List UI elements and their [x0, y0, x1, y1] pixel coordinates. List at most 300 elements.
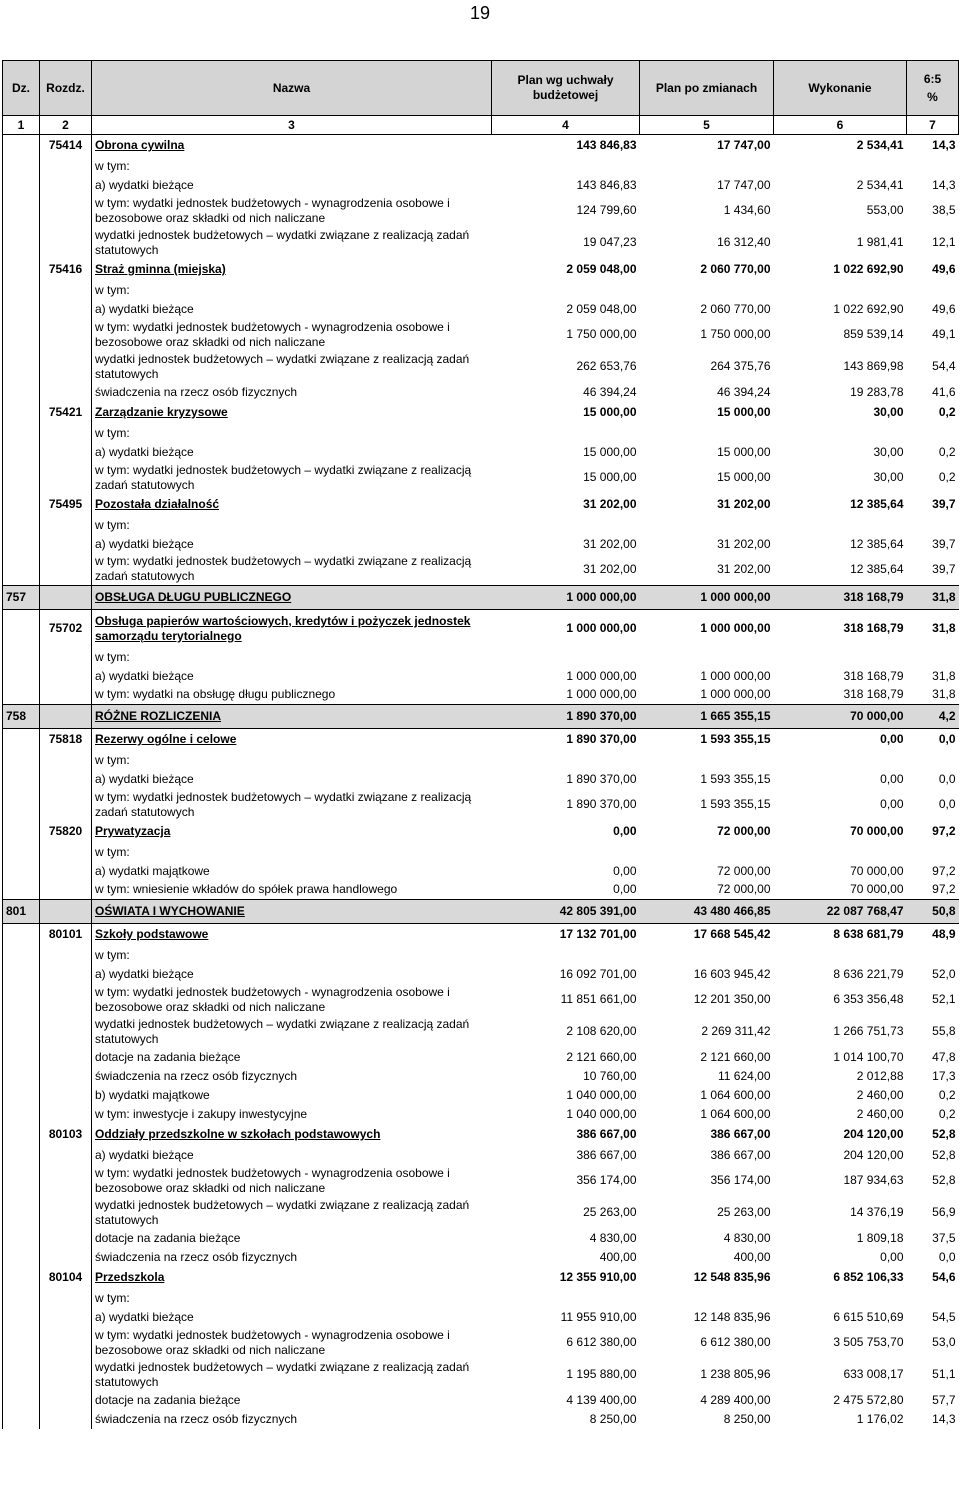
- percent-value: 54,4: [932, 359, 956, 373]
- row-name: wydatki jednostek budżetowych – wydatki związane z realizacją zadań statutowych: [95, 1197, 470, 1227]
- section-code: [3, 862, 40, 881]
- percent-value: [907, 843, 959, 862]
- execution-value: 3 505 753,70: [833, 1335, 904, 1349]
- item-row: [3, 1359, 959, 1391]
- plan-after-changes-value: 31 202,00: [717, 497, 771, 511]
- section-code: [3, 1327, 40, 1359]
- plan-value: 4 830,00: [589, 1230, 637, 1245]
- row-name: a) wydatki bieżące: [95, 771, 194, 786]
- chapter-code: 75818: [40, 729, 92, 751]
- plan-value: 15 000,00: [583, 444, 637, 459]
- chapter-code: 75414: [40, 135, 92, 157]
- item-row: [3, 176, 959, 195]
- plan-value: 11 851 661,00: [560, 992, 637, 1006]
- execution-value: 1 981,41: [856, 235, 904, 249]
- percent-value: 51,1: [932, 1367, 956, 1381]
- execution-value: 6 353 356,48: [833, 992, 904, 1006]
- item-row: [3, 443, 959, 462]
- percent-value: 12,1: [932, 235, 956, 249]
- plan-after-changes-value: [640, 424, 774, 443]
- plan-after-changes-value: 25 263,00: [717, 1205, 771, 1219]
- item-row: [3, 319, 959, 351]
- item-row: [3, 1105, 959, 1124]
- plan-value: 15 000,00: [583, 405, 637, 419]
- chapter-code: [40, 1105, 92, 1124]
- percent-value: 54,5: [932, 1309, 956, 1324]
- section-code: [3, 1165, 40, 1197]
- section-row: [3, 586, 959, 610]
- row-name: dotacje na zadania bieżące: [95, 1049, 241, 1064]
- plan-after-changes-value: 17 747,00: [717, 138, 771, 153]
- percent-value: 39,7: [932, 561, 956, 576]
- plan-after-changes-value: 1 064 600,00: [700, 1087, 771, 1102]
- percent-value: [907, 751, 959, 770]
- execution-value: [774, 281, 907, 300]
- plan-value: 386 667,00: [576, 1127, 637, 1141]
- row-name: a) wydatki bieżące: [95, 966, 194, 981]
- section-code: [3, 821, 40, 843]
- plan-value: 46 394,24: [583, 384, 637, 399]
- chapter-code: [40, 1067, 92, 1086]
- plan-value: 11 955 910,00: [560, 1309, 637, 1324]
- plan-value: 1 040 000,00: [566, 1106, 637, 1121]
- execution-value: 2 012,88: [856, 1068, 904, 1083]
- chapter-code: [40, 1048, 92, 1067]
- chapter-code: [40, 281, 92, 300]
- row-name: a) wydatki bieżące: [95, 536, 194, 551]
- plan-after-changes-value: 31 202,00: [717, 561, 771, 576]
- item-row: [3, 1146, 959, 1165]
- plan-after-changes-value: [640, 648, 774, 667]
- plan-after-changes-value: [640, 281, 774, 300]
- execution-value: 30,00: [873, 405, 904, 419]
- row-name: Rezerwy ogólne i celowe: [95, 732, 237, 747]
- row-name: a) wydatki bieżące: [95, 177, 194, 192]
- percent-value: 39,7: [932, 536, 956, 551]
- percent-value: 52,8: [932, 1147, 956, 1162]
- row-name: w tym: wydatki jednostek budżetowych - wynagrodzenia osobowe i bezosobowe oraz składki od nich naliczane: [95, 1165, 450, 1195]
- header-ratio: 6:5: [923, 72, 942, 86]
- plan-value: 1 890 370,00: [566, 732, 637, 747]
- section-code: [3, 259, 40, 281]
- plan-after-changes-value: 1 593 355,15: [700, 732, 771, 747]
- section-code: [3, 402, 40, 424]
- plan-after-changes-value: 31 202,00: [717, 536, 771, 551]
- execution-value: [774, 946, 907, 965]
- section-code: 758: [3, 705, 40, 729]
- execution-value: 6 852 106,33: [833, 1270, 904, 1284]
- section-code: [3, 1391, 40, 1410]
- row-name: w tym: wydatki jednostek budżetowych – wydatki związane z realizacją zadań statutowych: [95, 554, 472, 584]
- section-code: [3, 516, 40, 535]
- subsection-row: [3, 821, 959, 843]
- section-code: [3, 494, 40, 516]
- section-code: [3, 729, 40, 751]
- execution-value: 1 022 692,90: [833, 262, 904, 276]
- plan-after-changes-value: 15 000,00: [717, 444, 771, 459]
- chapter-code: [40, 984, 92, 1016]
- percent-value: 14,3: [932, 138, 956, 153]
- plan-value: 143 846,83: [576, 138, 637, 153]
- percent-value: 53,0: [932, 1335, 956, 1349]
- section-code: [3, 383, 40, 402]
- item-row: [3, 195, 959, 227]
- plan-after-changes-value: 11 624,00: [718, 1068, 771, 1083]
- execution-value: 318 168,79: [843, 668, 904, 683]
- percent-value: 52,8: [932, 1127, 956, 1141]
- chapter-code: [40, 881, 92, 900]
- chapter-code: [40, 648, 92, 667]
- execution-value: 12 385,64: [850, 561, 904, 576]
- plan-value: 1 750 000,00: [566, 327, 637, 341]
- chapter-code: [40, 946, 92, 965]
- section-code: [3, 1048, 40, 1067]
- chapter-code: [40, 667, 92, 686]
- execution-value: 12 385,64: [850, 497, 904, 511]
- column-numbers-row: [3, 116, 959, 135]
- page-number: 19: [469, 3, 491, 23]
- plan-value: [492, 157, 640, 176]
- row-name: wydatki jednostek budżetowych – wydatki związane z realizacją zadań statutowych: [95, 351, 470, 381]
- chapter-code: [40, 1327, 92, 1359]
- execution-value: 8 636 221,79: [833, 966, 904, 981]
- chapter-code: 75416: [40, 259, 92, 281]
- item-row: [3, 881, 959, 900]
- chapter-code: 80101: [40, 924, 92, 946]
- section-code: [3, 751, 40, 770]
- plan-value: 19 047,23: [583, 235, 637, 249]
- plan-value: 400,00: [599, 1249, 637, 1264]
- item-row: [3, 462, 959, 494]
- plan-value: 1 890 370,00: [566, 797, 637, 811]
- column-number: 3: [92, 116, 492, 135]
- plan-value: [492, 424, 640, 443]
- chapter-code: [40, 157, 92, 176]
- header-wykonanie: Wykonanie: [774, 61, 907, 116]
- plan-value: 31 202,00: [583, 497, 637, 511]
- plan-after-changes-value: 16 603 945,42: [693, 966, 771, 981]
- percent-value: 52,8: [932, 1173, 956, 1187]
- plan-value: 0,00: [613, 824, 637, 838]
- execution-value: 633 008,17: [843, 1367, 904, 1381]
- section-code: [3, 281, 40, 300]
- header-plan-wg-uchwaly: Plan wg uchwały budżetowej: [492, 61, 640, 116]
- percent-value: 97,2: [932, 882, 956, 897]
- percent-value: 54,6: [932, 1270, 956, 1284]
- item-row: [3, 1248, 959, 1267]
- execution-value: 318 168,79: [843, 687, 904, 702]
- row-name: a) wydatki bieżące: [95, 668, 194, 683]
- chapter-code: [40, 770, 92, 789]
- row-name: dotacje na zadania bieżące: [95, 1392, 241, 1407]
- percent-value: 57,7: [932, 1392, 956, 1407]
- execution-value: 859 539,14: [843, 327, 904, 341]
- item-row: [3, 1308, 959, 1327]
- row-name: w tym: wydatki jednostek budżetowych - wynagrodzenia osobowe i bezosobowe oraz składki od nich naliczane: [95, 195, 450, 225]
- section-code: [3, 1086, 40, 1105]
- row-name: świadczenia na rzecz osób fizycznych: [95, 1249, 298, 1264]
- chapter-code: [40, 1289, 92, 1308]
- execution-value: 1 176,02: [856, 1411, 904, 1426]
- section-code: [3, 351, 40, 383]
- plan-after-changes-value: [640, 1289, 774, 1308]
- section-code: [3, 965, 40, 984]
- plan-after-changes-value: 1 434,60: [723, 203, 771, 217]
- row-name: w tym: inwestycje i zakupy inwestycyjne: [95, 1106, 308, 1121]
- chapter-code: [40, 554, 92, 586]
- plan-value: 1 890 370,00: [492, 705, 640, 729]
- plan-after-changes-value: 1 000 000,00: [700, 621, 771, 636]
- section-code: [3, 1410, 40, 1429]
- section-code: [3, 610, 40, 648]
- percent-value: 52,1: [932, 992, 956, 1006]
- section-code: [3, 1267, 40, 1289]
- item-row: [3, 281, 959, 300]
- plan-after-changes-value: 72 000,00: [717, 882, 771, 897]
- execution-value: 1 022 692,90: [833, 301, 904, 316]
- percent-value: [907, 281, 959, 300]
- percent-value: [907, 424, 959, 443]
- chapter-code: [40, 424, 92, 443]
- plan-after-changes-value: [640, 157, 774, 176]
- section-code: [3, 300, 40, 319]
- plan-after-changes-value: 1 593 355,15: [700, 797, 771, 811]
- item-row: [3, 1016, 959, 1048]
- row-name: świadczenia na rzecz osób fizycznych: [95, 384, 298, 399]
- section-code: [3, 843, 40, 862]
- section-code: [3, 984, 40, 1016]
- chapter-code: [40, 351, 92, 383]
- plan-value: 15 000,00: [583, 470, 637, 484]
- chapter-code: 75702: [40, 610, 92, 648]
- item-row: [3, 1229, 959, 1248]
- section-code: [3, 135, 40, 157]
- percent-value: 55,8: [932, 1024, 956, 1038]
- header-nazwa: Nazwa: [92, 61, 492, 116]
- section-code: [3, 1308, 40, 1327]
- chapter-code: [40, 862, 92, 881]
- plan-value: 10 760,00: [583, 1068, 637, 1083]
- row-name: wydatki jednostek budżetowych – wydatki związane z realizacją zadań statutowych: [95, 1359, 470, 1389]
- subsection-row: [3, 1267, 959, 1289]
- row-name: Straż gminna (miejska): [95, 262, 226, 276]
- section-code: [3, 176, 40, 195]
- plan-value: 12 355 910,00: [559, 1270, 637, 1284]
- chapter-code: [40, 383, 92, 402]
- plan-after-changes-value: 1 665 355,15: [640, 705, 774, 729]
- section-code: [3, 1146, 40, 1165]
- column-number: 2: [40, 116, 92, 135]
- plan-after-changes-value: 15 000,00: [717, 470, 771, 484]
- item-row: [3, 770, 959, 789]
- execution-value: 0,00: [880, 771, 904, 786]
- plan-value: 124 799,60: [576, 203, 637, 217]
- row-name: a) wydatki bieżące: [95, 1309, 194, 1324]
- item-row: [3, 1327, 959, 1359]
- subsection-row: [3, 729, 959, 751]
- row-name: wydatki jednostek budżetowych – wydatki związane z realizacją zadań statutowych: [95, 1016, 470, 1046]
- percent-value: 4,2: [907, 705, 959, 729]
- subsection-row: [3, 924, 959, 946]
- row-name: a) wydatki bieżące: [95, 301, 194, 316]
- percent-value: 49,6: [932, 262, 956, 276]
- execution-value: [774, 648, 907, 667]
- plan-value: 1 000 000,00: [566, 668, 637, 683]
- plan-after-changes-value: 1 000 000,00: [700, 687, 771, 702]
- item-row: [3, 1086, 959, 1105]
- percent-value: 97,2: [932, 824, 956, 838]
- execution-value: 204 120,00: [843, 1127, 904, 1141]
- execution-value: 30,00: [873, 470, 904, 484]
- plan-after-changes-value: 356 174,00: [710, 1173, 771, 1187]
- execution-value: 2 534,41: [856, 138, 904, 153]
- percent-value: 31,8: [932, 668, 956, 683]
- plan-after-changes-value: 264 375,76: [710, 359, 771, 373]
- row-name: OŚWIATA I WYCHOWANIE: [92, 900, 492, 924]
- execution-value: 1 014 100,70: [833, 1049, 904, 1064]
- chapter-code: [40, 1359, 92, 1391]
- row-name: OBSŁUGA DŁUGU PUBLICZNEGO: [92, 586, 492, 610]
- execution-value: 2 460,00: [856, 1106, 904, 1121]
- row-name: w tym:: [95, 158, 130, 173]
- row-name: w tym: wydatki jednostek budżetowych - wynagrodzenia osobowe i bezosobowe oraz składki od nich naliczane: [95, 319, 450, 349]
- execution-value: 0,00: [880, 797, 904, 811]
- row-name: a) wydatki bieżące: [95, 1147, 194, 1162]
- plan-value: 42 805 391,00: [492, 900, 640, 924]
- item-row: [3, 1165, 959, 1197]
- chapter-code: [40, 1197, 92, 1229]
- section-code: [3, 157, 40, 176]
- plan-after-changes-value: 1 750 000,00: [700, 327, 771, 341]
- chapter-code: [40, 1391, 92, 1410]
- plan-value: 0,00: [613, 882, 637, 897]
- row-name: w tym:: [95, 1290, 130, 1305]
- percent-value: [907, 648, 959, 667]
- execution-value: [774, 424, 907, 443]
- chapter-code: 75820: [40, 821, 92, 843]
- item-row: [3, 946, 959, 965]
- row-name: w tym:: [95, 752, 130, 767]
- row-name: b) wydatki majątkowe: [95, 1087, 210, 1102]
- plan-value: 16 092 701,00: [559, 966, 637, 981]
- execution-value: 143 869,98: [843, 359, 904, 373]
- plan-value: 4 139 400,00: [566, 1392, 637, 1407]
- chapter-code: [40, 462, 92, 494]
- chapter-code: [40, 176, 92, 195]
- item-row: [3, 300, 959, 319]
- plan-value: 8 250,00: [589, 1411, 637, 1426]
- section-code: [3, 789, 40, 821]
- row-name: Obsługa papierów wartościowych, kredytów i pożyczek jednostek samorządu terytorialnego: [95, 613, 471, 643]
- execution-value: [774, 751, 907, 770]
- plan-after-changes-value: 400,00: [733, 1249, 771, 1264]
- section-code: [3, 924, 40, 946]
- item-row: [3, 351, 959, 383]
- plan-after-changes-value: 15 000,00: [717, 405, 771, 419]
- execution-value: 70 000,00: [850, 863, 904, 878]
- section-code: [3, 443, 40, 462]
- plan-value: [492, 516, 640, 535]
- item-row: [3, 1048, 959, 1067]
- item-row: [3, 965, 959, 984]
- section-code: [3, 1197, 40, 1229]
- subsection-row: [3, 135, 959, 157]
- plan-value: 1 000 000,00: [566, 687, 637, 702]
- percent-value: 0,0: [938, 1249, 956, 1264]
- item-row: [3, 157, 959, 176]
- plan-value: 25 263,00: [583, 1205, 637, 1219]
- execution-value: 2 460,00: [856, 1087, 904, 1102]
- percent-value: 38,5: [932, 203, 956, 217]
- column-number: 5: [640, 116, 774, 135]
- percent-value: 0,2: [938, 470, 956, 484]
- plan-after-changes-value: 1 238 805,96: [700, 1367, 771, 1381]
- column-number: 4: [492, 116, 640, 135]
- chapter-code: [40, 1308, 92, 1327]
- section-code: [3, 1289, 40, 1308]
- plan-value: 17 132 701,00: [559, 927, 637, 942]
- section-code: [3, 881, 40, 900]
- section-code: [3, 319, 40, 351]
- section-code: 757: [3, 586, 40, 610]
- item-row: [3, 1289, 959, 1308]
- section-code: [3, 1067, 40, 1086]
- percent-value: 31,8: [932, 687, 956, 702]
- chapter-code: [40, 1229, 92, 1248]
- section-code: [3, 195, 40, 227]
- row-name: w tym:: [95, 282, 130, 297]
- header-rozdz: Rozdz.: [40, 61, 92, 116]
- row-name: świadczenia na rzecz osób fizycznych: [95, 1411, 298, 1426]
- percent-value: 37,5: [932, 1230, 956, 1245]
- header-row: [3, 61, 959, 116]
- chapter-code: [40, 789, 92, 821]
- percent-value: 0,2: [938, 1087, 956, 1102]
- plan-after-changes-value: 1 000 000,00: [700, 668, 771, 683]
- item-row: [3, 516, 959, 535]
- row-name: Obrona cywilna: [95, 138, 185, 153]
- chapter-code: [40, 443, 92, 462]
- section-code: [3, 1016, 40, 1048]
- plan-after-changes-value: 1 000 000,00: [640, 586, 774, 610]
- subsection-row: [3, 402, 959, 424]
- chapter-code: [40, 1410, 92, 1429]
- item-row: [3, 686, 959, 705]
- row-name: Przedszkola: [95, 1270, 165, 1284]
- plan-value: 2 108 620,00: [566, 1024, 637, 1038]
- section-code: [3, 424, 40, 443]
- plan-value: 1 000 000,00: [566, 621, 637, 636]
- plan-value: 2 121 660,00: [566, 1049, 637, 1064]
- percent-value: 39,7: [932, 497, 956, 511]
- row-name: w tym: wniesienie wkładów do spółek prawa handlowego: [95, 882, 398, 897]
- plan-after-changes-value: 12 148 835,96: [693, 1309, 771, 1324]
- plan-after-changes-value: 4 289 400,00: [700, 1392, 771, 1407]
- execution-value: [774, 157, 907, 176]
- execution-value: 187 934,63: [843, 1173, 904, 1187]
- execution-value: 6 615 510,69: [833, 1309, 904, 1324]
- plan-value: 2 059 048,00: [566, 262, 637, 276]
- percent-value: [907, 157, 959, 176]
- item-row: [3, 424, 959, 443]
- plan-value: 356 174,00: [576, 1173, 637, 1187]
- row-name: RÓŻNE ROZLICZENIA: [92, 705, 492, 729]
- plan-value: 386 667,00: [576, 1147, 637, 1162]
- chapter-code: [40, 1016, 92, 1048]
- percent-value: [907, 946, 959, 965]
- row-name: a) wydatki bieżące: [95, 444, 194, 459]
- execution-value: 2 534,41: [856, 177, 904, 192]
